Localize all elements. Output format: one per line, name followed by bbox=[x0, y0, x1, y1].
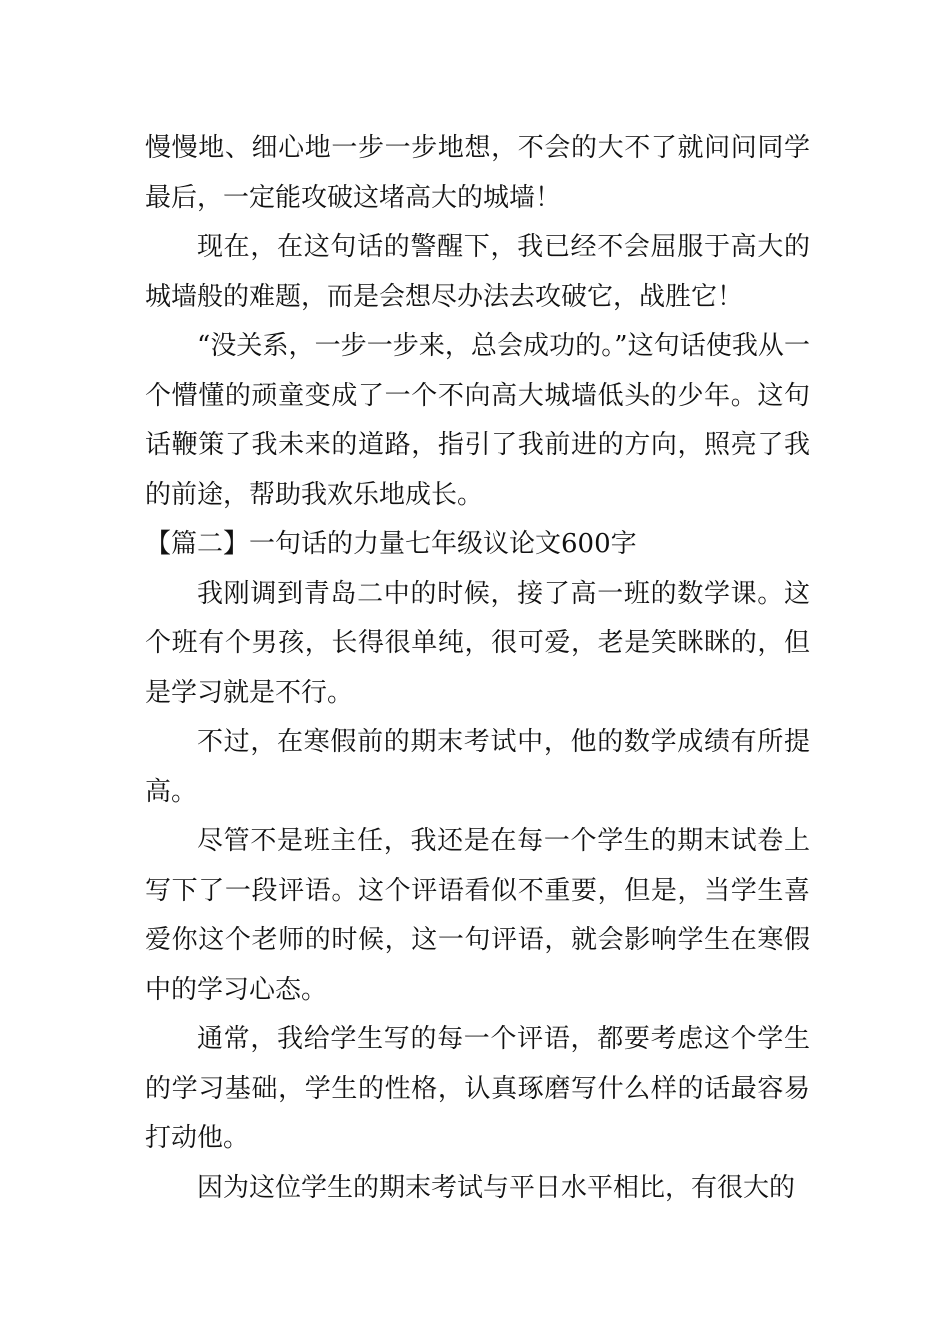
paragraph: “没关系，一步一步来，总会成功的。”这句话使我从一个懵懂的顽童变成了一个不向高大城墙低头的少年。这句话鞭策了我未来的道路，指引了我前进的方向，照亮了我的前途，帮助我欢乐地成长。 bbox=[145, 331, 810, 510]
section-heading: 【篇二】一句话的力量七年级议论文600字 bbox=[145, 529, 637, 559]
paragraph: 尽管不是班主任，我还是在每一个学生的期末试卷上写下了一段评语。这个评语看似不重要，但是，当学生喜爱你这个老师的时候，这一句评语，就会影响学生在寒假中的学习心态。 bbox=[145, 826, 810, 1005]
paragraph: 我刚调到青岛二中的时候，接了高一班的数学课。这个班有个男孩，长得很单纯，很可爱，老是笑眯眯的，但是学习就是不行。 bbox=[145, 578, 810, 708]
paragraph: 慢慢地、细心地一步一步地想，不会的大不了就问问同学最后，一定能攻破这堵高大的城墙！ bbox=[145, 133, 810, 213]
paragraph: 不过，在寒假前的期末考试中，他的数学成绩有所提高。 bbox=[145, 727, 810, 807]
paragraph: 通常，我给学生写的每一个评语，都要考虑这个学生的学习基础，学生的性格，认真琢磨写什么样的话最容易打动他。 bbox=[145, 1024, 810, 1153]
document-body bbox=[145, 124, 810, 1213]
paragraph: 现在，在这句话的警醒下，我已经不会屈服于高大的城墙般的难题，而是会想尽办法去攻破它，战胜它！ bbox=[145, 232, 810, 312]
paragraph: 因为这位学生的期末考试与平日水平相比，有很大的 bbox=[197, 1172, 796, 1203]
